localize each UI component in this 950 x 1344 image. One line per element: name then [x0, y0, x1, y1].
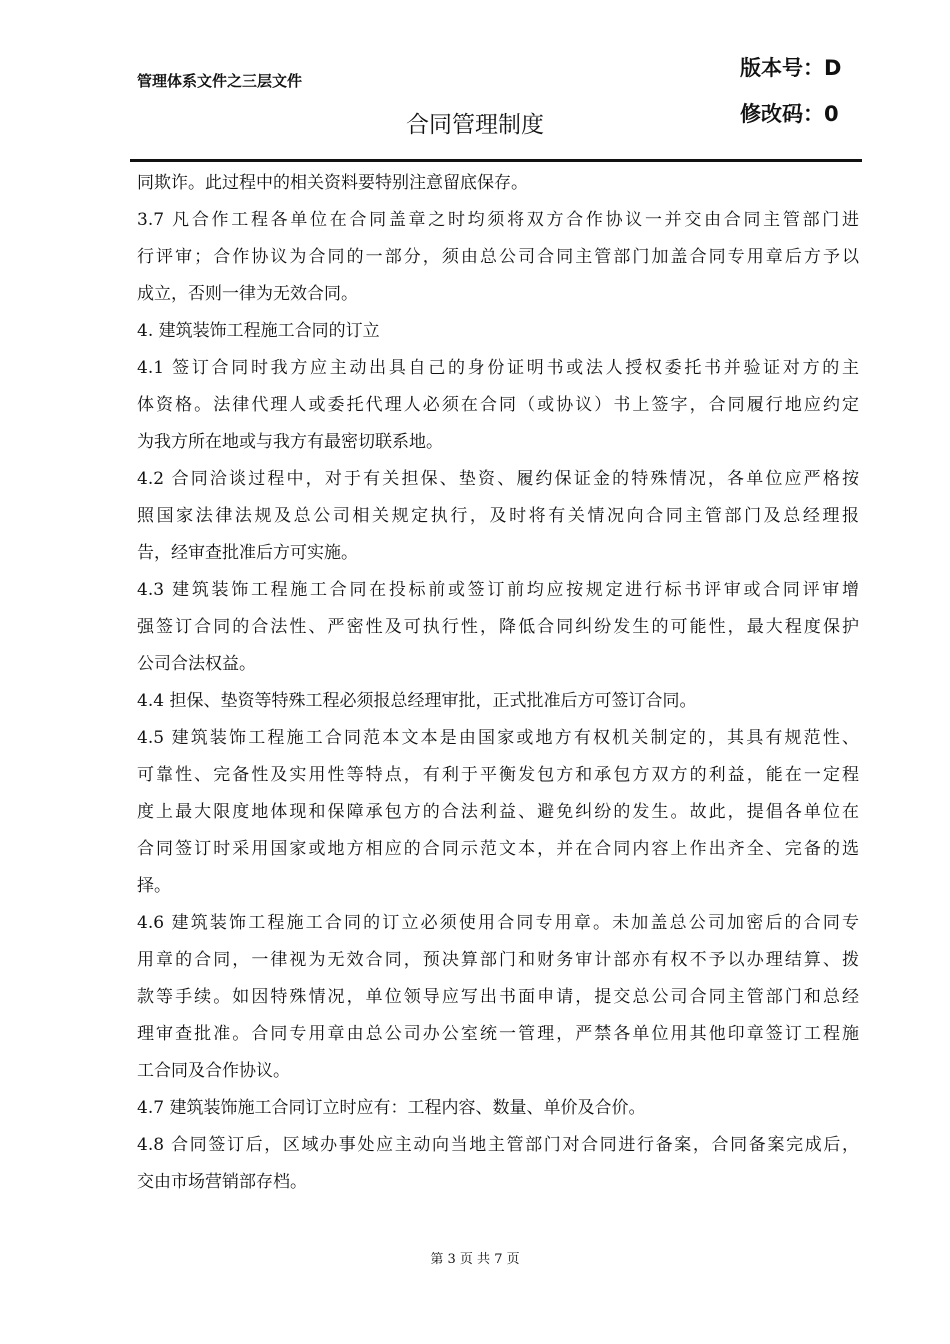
page-number: 第 3 页 共 7 页	[430, 1252, 520, 1267]
text-line: 择。	[137, 876, 171, 896]
text-line: 公司合法权益。	[137, 654, 256, 674]
text-line: 告，经审查批准后方可实施。	[137, 543, 358, 563]
document-title: 合同管理制度	[406, 112, 544, 138]
text-line: 用章的合同，一律视为无效合同，预决算部门和财务审计部亦有权不予以办理结算、拨	[137, 950, 859, 970]
revision-code: 修改码：0	[740, 102, 839, 126]
text-line: 4. 建筑装饰工程施工合同的订立	[137, 321, 380, 341]
text-line: 4.7 建筑装饰施工合同订立时应有：工程内容、数量、单价及合价。	[137, 1098, 646, 1118]
text-line: 4.8 合同签订后，区域办事处应主动向当地主管部门对合同进行备案，合同备案完成后，	[137, 1135, 859, 1155]
text-line: 强签订合同的合法性、严密性及可执行性，降低合同纠纷发生的可能性，最大程度保护	[137, 617, 859, 637]
text-line: 4.2 合同洽谈过程中，对于有关担保、垫资、履约保证金的特殊情况，各单位应严格按	[137, 469, 859, 489]
text-line: 成立，否则一律为无效合同。	[137, 284, 358, 304]
text-line: 工合同及合作协议。	[137, 1061, 290, 1081]
text-line: 4.4 担保、垫资等特殊工程必须报总经理审批，正式批准后方可签订合同。	[137, 691, 697, 711]
text-line: 交由市场营销部存档。	[137, 1172, 307, 1192]
text-line: 款等手续。如因特殊情况，单位领导应写出书面申请，提交总公司合同主管部门和总经	[137, 987, 859, 1007]
text-line: 行评审；合作协议为合同的一部分，须由总公司合同主管部门加盖合同专用章后方予以	[137, 247, 859, 267]
text-line: 为我方所在地或与我方有最密切联系地。	[137, 432, 443, 452]
text-line: 同欺诈。此过程中的相关资料要特别注意留底保存。	[137, 173, 528, 193]
text-line: 度上最大限度地体现和保障承包方的合法利益、避免纠纷的发生。故此，提倡各单位在	[137, 802, 859, 822]
version-number: 版本号：D	[740, 56, 842, 80]
header-divider	[130, 159, 862, 162]
text-line: 体资格。法律代理人或委托代理人必须在合同（或协议）书上签字，合同履行地应约定	[137, 395, 859, 415]
text-line: 可靠性、完备性及实用性等特点，有利于平衡发包方和承包方双方的利益，能在一定程	[137, 765, 859, 785]
text-line: 照国家法律法规及总公司相关规定执行，及时将有关情况向合同主管部门及总经理报	[137, 506, 859, 526]
text-line: 理审查批准。合同专用章由总公司办公室统一管理，严禁各单位用其他印章签订工程施	[137, 1024, 859, 1044]
text-line: 4.6 建筑装饰工程施工合同的订立必须使用合同专用章。未加盖总公司加密后的合同专	[137, 913, 859, 933]
text-line: 合同签订时采用国家或地方相应的合同示范文本，并在合同内容上作出齐全、完备的选	[137, 839, 859, 859]
text-line: 3.7 凡合作工程各单位在合同盖章之时均须将双方合作协议一并交由合同主管部门进	[137, 210, 859, 230]
text-line: 4.5 建筑装饰工程施工合同范本文本是由国家或地方有权机关制定的，其具有规范性、	[137, 728, 859, 748]
text-line: 4.1 签订合同时我方应主动出具自己的身份证明书或法人授权委托书并验证对方的主	[137, 358, 859, 378]
document-body	[137, 165, 859, 1201]
text-line: 4.3 建筑装饰工程施工合同在投标前或签订前均应按规定进行标书评审或合同评审增	[137, 580, 859, 600]
document-level-label: 管理体系文件之三层文件	[137, 72, 303, 90]
